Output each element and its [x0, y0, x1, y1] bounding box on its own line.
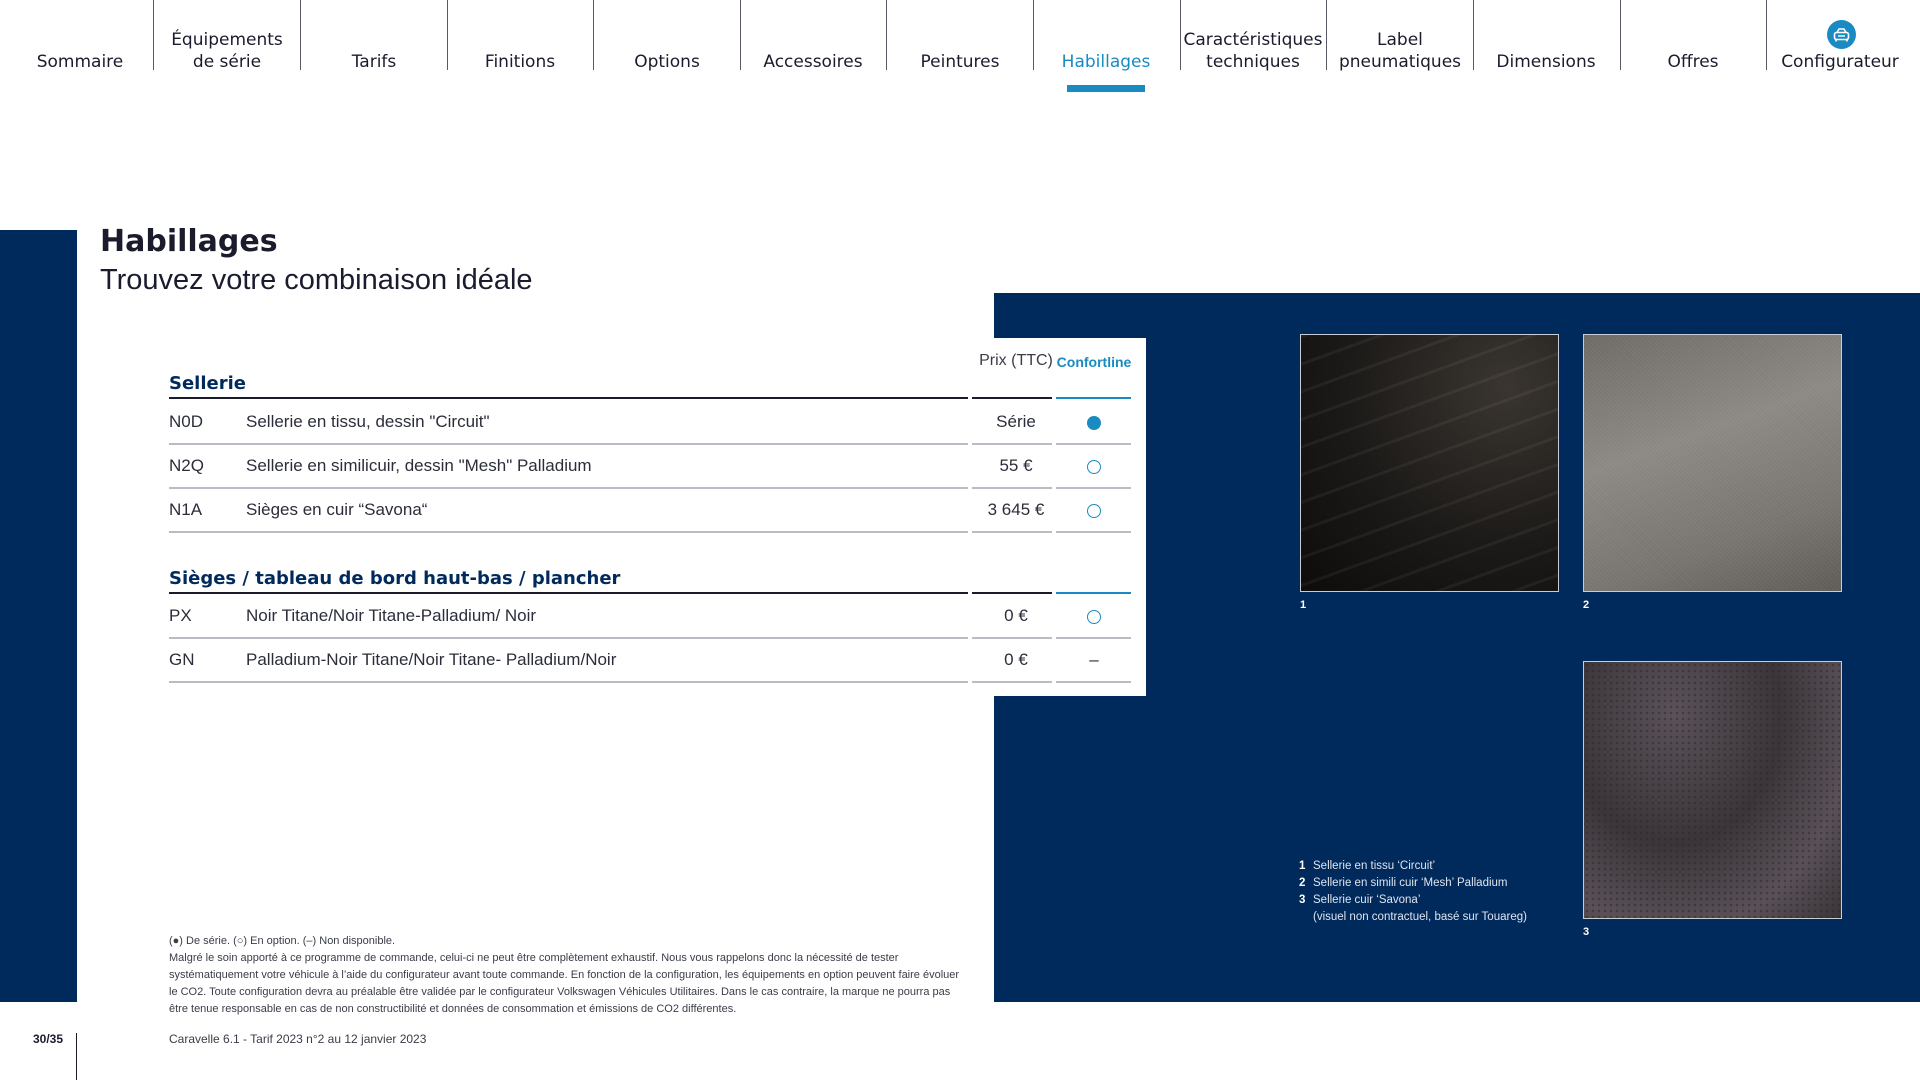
table-row — [169, 401, 1131, 445]
section-rule — [169, 397, 968, 399]
nav-item-caracteristiques[interactable] — [1180, 0, 1326, 100]
table-row — [169, 639, 1131, 683]
swatch-number: 3 — [1583, 926, 1590, 938]
standard-dot-icon — [1087, 416, 1101, 430]
nav-label: Finitions — [484, 52, 556, 72]
nav-item-configurateur[interactable] — [1767, 0, 1913, 100]
column-header-price: Prix (TTC) — [979, 352, 1053, 369]
availability-mark — [1056, 401, 1132, 443]
row-description: Palladium-Noir Titane/Noir Titane- Palladium/Noir — [246, 650, 617, 669]
section-rule — [169, 592, 968, 594]
nav-label: Label pneumatiques — [1338, 30, 1462, 72]
legend-item: 2 Sellerie en simili cuir ‘Mesh’ Palladium — [1299, 877, 1508, 889]
legend-keys — [169, 933, 969, 950]
page-title: Habillages — [100, 224, 278, 259]
document-reference: Caravelle 6.1 - Tarif 2023 n°2 au 12 janvier 2023 — [169, 1032, 427, 1046]
row-description: Noir Titane/Noir Titane-Palladium/ Noir — [246, 606, 537, 625]
option-circle-icon — [1087, 610, 1101, 624]
nav-label: Équipements de série — [171, 30, 283, 72]
key-standard: (●) De série. — [169, 935, 231, 947]
nav-item-finitions[interactable] — [447, 0, 593, 100]
row-code: N1A — [169, 500, 203, 519]
left-accent-bar — [0, 230, 77, 1002]
page-number: 30/35 — [33, 1032, 64, 1046]
nav-label: Caractéristiques techniques — [1183, 30, 1323, 72]
swatch-legend — [1299, 858, 1527, 926]
nav-item-sommaire[interactable] — [7, 0, 153, 100]
nav-item-habillages[interactable] — [1033, 0, 1179, 100]
nav-label: Offres — [1667, 52, 1719, 72]
column-header-trim: Confortline — [1056, 354, 1132, 370]
swatch-image-mesh — [1583, 334, 1842, 592]
table-row — [169, 595, 1131, 639]
nav-item-options[interactable] — [594, 0, 740, 100]
nav-item-equipements[interactable] — [154, 0, 300, 100]
footer-divider — [76, 1033, 77, 1080]
availability-mark — [1056, 445, 1132, 487]
row-price: 0 € — [1004, 650, 1028, 669]
key-option: (○) En option. — [233, 935, 300, 947]
row-price: 3 645 € — [987, 500, 1045, 519]
swatch-number: 2 — [1583, 599, 1590, 611]
row-description: Sellerie en similicuir, dessin "Mesh" Palladium — [246, 456, 592, 475]
section-rule — [972, 592, 1052, 594]
row-code: N0D — [169, 412, 204, 431]
table-row — [169, 445, 1131, 489]
nav-label: Tarifs — [351, 52, 397, 72]
option-circle-icon — [1087, 504, 1101, 518]
key-not-available: (–) Non disponible. — [302, 935, 396, 947]
car-configurator-icon — [1827, 20, 1856, 49]
section-title-sieges: Sièges / tableau de bord haut-bas / plancher — [169, 568, 621, 589]
nav-label: Configurateur — [1781, 52, 1899, 72]
footnote — [169, 933, 969, 1018]
nav-label: Habillages — [1061, 52, 1151, 72]
top-navigation — [0, 0, 1920, 100]
row-price: 0 € — [1004, 606, 1028, 625]
section-title-sellerie: Sellerie — [169, 373, 246, 394]
row-description: Sellerie en tissu, dessin "Circuit" — [246, 412, 490, 431]
legend-note: (visuel non contractuel, basé sur Touareg) — [1313, 911, 1527, 923]
disclaimer-text: Malgré le soin apporté à ce programme de commande, celui-ci ne peut être complètement exhaustif. Nous vous rappelons donc la nécessité de tester systématiquement votre véhicule à l’aide du configurateur avant toute commande. En fonction de la configuration, les équipements en option peuvent faire évoluer le CO2. Toute configuration devra au préalable être validée par le configurateur Volkswagen Véhicules Utilitaires. Dans le cas contraire, la marque ne pourra pas être tenue responsable en cas de non constructibilité et données de consommation et émissions de CO2 différentes. — [169, 952, 960, 1015]
row-code: GN — [169, 650, 195, 669]
nav-item-peintures[interactable] — [887, 0, 1033, 100]
nav-label: Sommaire — [36, 52, 124, 72]
section-rule — [1056, 592, 1131, 594]
nav-item-accessoires[interactable] — [740, 0, 886, 100]
nav-label: Peintures — [920, 52, 1000, 72]
nav-label: Accessoires — [763, 52, 863, 72]
nav-label: Options — [634, 52, 700, 72]
nav-label: Dimensions — [1496, 52, 1596, 72]
legend-item: 1 Sellerie en tissu ‘Circuit’ — [1299, 860, 1436, 872]
legend-item: 3 Sellerie cuir ‘Savona’ — [1299, 894, 1421, 906]
swatch-number: 1 — [1300, 599, 1307, 611]
row-price: 55 € — [999, 456, 1033, 475]
availability-mark — [1056, 489, 1132, 531]
availability-mark — [1056, 595, 1132, 637]
swatch-image-savona — [1583, 661, 1842, 919]
row-code: N2Q — [169, 456, 204, 475]
availability-mark: – — [1089, 650, 1099, 669]
swatch-image-circuit — [1300, 334, 1559, 592]
option-circle-icon — [1087, 460, 1101, 474]
table-row — [169, 489, 1131, 533]
nav-item-dimensions[interactable] — [1473, 0, 1619, 100]
row-description: Sièges en cuir “Savona“ — [246, 500, 428, 519]
nav-item-tarifs[interactable] — [301, 0, 447, 100]
section-rule — [972, 397, 1052, 399]
row-price: Série — [996, 412, 1036, 431]
section-rule — [1056, 397, 1131, 399]
nav-item-label-pneumatiques[interactable] — [1327, 0, 1473, 100]
nav-item-offres[interactable] — [1620, 0, 1766, 100]
row-code: PX — [169, 606, 192, 625]
active-tab-indicator — [1067, 85, 1145, 92]
page-subtitle: Trouvez votre combinaison idéale — [100, 264, 533, 296]
